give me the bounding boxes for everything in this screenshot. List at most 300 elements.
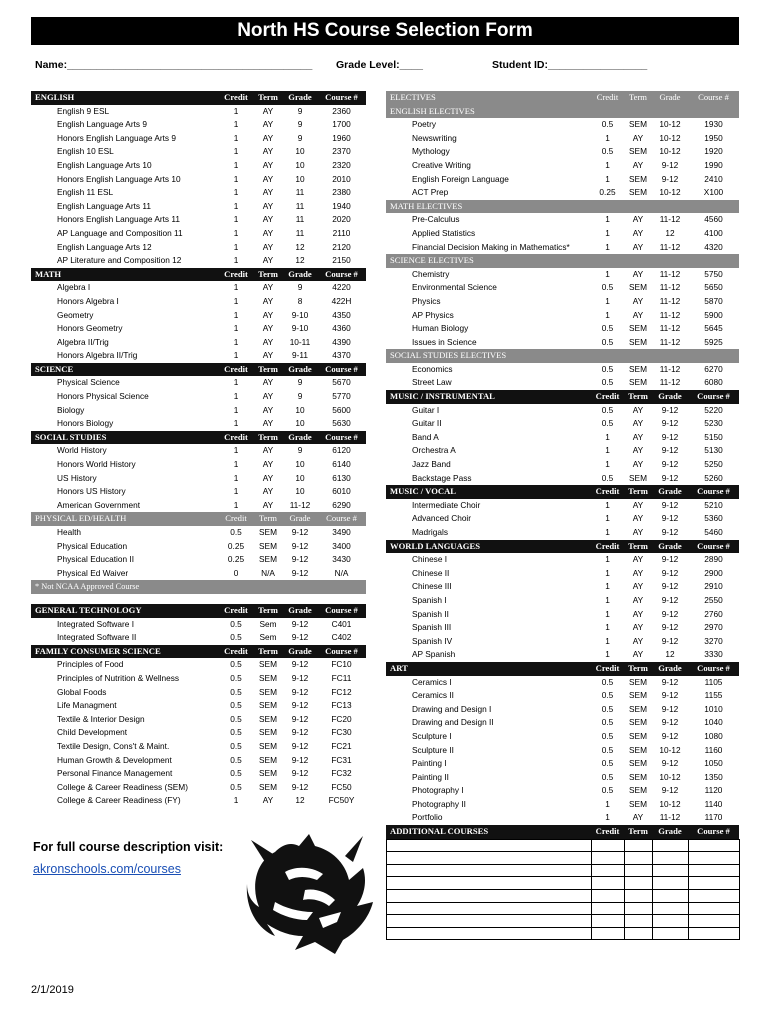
course-name: Band A	[412, 431, 439, 442]
course-row[interactable]	[31, 444, 366, 458]
course-row[interactable]	[386, 132, 739, 146]
additional-courses-grid[interactable]	[386, 839, 740, 941]
course-name: Physics	[412, 295, 441, 306]
grade-header: Grade	[283, 363, 317, 377]
course-row[interactable]	[31, 336, 366, 350]
course-row[interactable]	[31, 159, 366, 173]
left-course-column	[31, 91, 366, 808]
course-number: 5770	[332, 391, 351, 402]
course-row[interactable]	[386, 404, 739, 418]
course-grade: 11-12	[659, 363, 681, 374]
course-number: 2970	[704, 622, 723, 633]
course-row[interactable]	[386, 580, 739, 594]
course-number: FC10	[331, 659, 352, 670]
course-grade: 10-12	[659, 119, 681, 130]
course-row[interactable]	[386, 322, 739, 336]
course-number: 5670	[332, 377, 351, 388]
course-number-header: Course #	[317, 645, 366, 659]
course-credit: 1	[233, 227, 239, 238]
course-credit: 1	[605, 567, 610, 578]
course-row[interactable]	[386, 363, 739, 377]
course-credit: 1	[233, 377, 239, 388]
course-term: SEM	[259, 754, 277, 765]
course-number: 6130	[332, 472, 351, 483]
course-grade: 9-12	[661, 785, 679, 796]
course-row[interactable]	[31, 754, 366, 768]
course-term: AY	[262, 350, 274, 361]
blank-cell[interactable]	[387, 852, 592, 865]
blank-cell[interactable]	[592, 877, 625, 890]
course-term: SEM	[629, 363, 647, 374]
course-number: 5925	[704, 336, 723, 347]
course-row[interactable]	[31, 713, 366, 727]
course-row[interactable]	[386, 173, 739, 187]
course-row[interactable]	[386, 689, 739, 703]
course-row[interactable]	[31, 390, 366, 404]
course-row[interactable]	[31, 349, 366, 363]
course-term: SEM	[629, 187, 647, 198]
blank-cell[interactable]	[625, 839, 653, 852]
course-number: 5600	[332, 404, 351, 415]
course-row[interactable]	[386, 118, 739, 132]
course-name: Honors Biology	[57, 418, 114, 429]
course-number: 5630	[332, 418, 351, 429]
course-grade: 9-12	[291, 700, 309, 711]
blank-cell[interactable]	[592, 927, 625, 940]
course-term: SEM	[259, 672, 277, 683]
course-number-header: Course #	[688, 390, 739, 404]
course-grade: 12	[295, 795, 305, 806]
course-row[interactable]	[31, 499, 366, 513]
course-row[interactable]	[31, 186, 366, 200]
blank-cell[interactable]	[592, 902, 625, 915]
blank-course-row[interactable]	[387, 839, 740, 852]
grade-header: Grade	[283, 645, 317, 659]
course-row[interactable]	[386, 811, 739, 825]
course-number: 2550	[704, 594, 723, 605]
blank-cell[interactable]	[689, 927, 740, 940]
blank-cell[interactable]	[592, 915, 625, 928]
course-grade: 9-12	[291, 659, 309, 670]
blank-cell[interactable]	[387, 877, 592, 890]
course-name: AP Language and Composition 11	[57, 227, 183, 238]
course-row[interactable]	[386, 526, 739, 540]
course-number: 6290	[332, 499, 351, 510]
course-name: Textile Design, Cons't & Maint.	[57, 740, 170, 751]
course-row[interactable]	[386, 213, 739, 227]
course-term: AY	[262, 282, 274, 293]
course-row[interactable]	[386, 336, 739, 350]
course-row[interactable]	[31, 213, 366, 227]
course-row[interactable]	[386, 417, 739, 431]
course-name: Ceramics II	[412, 690, 454, 701]
course-grade: 10	[295, 459, 305, 470]
course-row[interactable]	[386, 730, 739, 744]
course-name: Pre-Calculus	[412, 214, 460, 225]
course-grade: 11-12	[659, 323, 681, 334]
course-credit: 1	[605, 649, 610, 660]
course-number: 1040	[704, 717, 723, 728]
course-term: AY	[632, 513, 644, 524]
course-row[interactable]	[386, 444, 739, 458]
course-row[interactable]	[31, 132, 366, 146]
course-number: 2320	[332, 159, 351, 170]
credit-header: Credit	[591, 91, 624, 105]
course-name: Life Managment	[57, 700, 117, 711]
course-term: AY	[632, 608, 644, 619]
section-header	[31, 512, 366, 526]
blank-cell[interactable]	[387, 927, 592, 940]
course-term: SEM	[629, 771, 647, 782]
course-credit: 0.5	[601, 282, 614, 293]
course-row[interactable]	[386, 703, 739, 717]
grade-level-field[interactable]: Grade Level:____	[336, 59, 423, 71]
course-credit: 0.5	[601, 717, 614, 728]
section-header	[386, 825, 739, 839]
course-row[interactable]	[386, 798, 739, 812]
course-row[interactable]	[386, 472, 739, 486]
blank-cell[interactable]	[387, 890, 592, 903]
course-number: 2890	[704, 554, 723, 565]
course-term: AY	[632, 459, 644, 470]
blank-cell[interactable]	[625, 877, 653, 890]
blank-course-row[interactable]	[387, 877, 740, 890]
course-term: SEM	[259, 768, 277, 779]
blank-cell[interactable]	[689, 877, 740, 890]
course-credit: 0.5	[230, 768, 242, 779]
course-credit: 1	[605, 622, 610, 633]
course-credit: 0.5	[230, 686, 242, 697]
course-grade: 9-12	[291, 554, 309, 565]
course-name: Guitar I	[412, 404, 440, 415]
grade-header: Grade	[652, 485, 688, 499]
blank-cell[interactable]	[689, 852, 740, 865]
course-row[interactable]	[31, 686, 366, 700]
course-number: 5230	[704, 418, 723, 429]
blank-course-row[interactable]	[387, 902, 740, 915]
course-row[interactable]	[31, 740, 366, 754]
blank-course-row[interactable]	[387, 890, 740, 903]
course-row[interactable]	[386, 635, 739, 649]
course-credit: 1	[233, 459, 239, 470]
course-row[interactable]	[31, 322, 366, 336]
course-grade: 9-12	[661, 527, 679, 537]
course-grade: 11	[295, 200, 305, 211]
blank-cell[interactable]	[653, 839, 689, 852]
course-number: 2150	[332, 255, 351, 266]
blank-cell[interactable]	[689, 915, 740, 928]
course-grade: 12	[295, 255, 305, 266]
course-row[interactable]	[386, 145, 739, 159]
course-row[interactable]	[386, 744, 739, 758]
course-term: SEM	[629, 173, 647, 184]
blank-cell[interactable]	[592, 852, 625, 865]
course-row[interactable]	[31, 309, 366, 323]
course-row[interactable]	[31, 781, 366, 795]
course-term: AY	[262, 146, 274, 157]
course-credit: 0.5	[601, 744, 614, 755]
course-credit: 0.5	[230, 527, 242, 537]
course-number: 6080	[704, 377, 723, 388]
course-credit: 1	[605, 798, 610, 809]
blank-cell[interactable]	[592, 890, 625, 903]
course-row[interactable]	[31, 241, 366, 255]
course-credit: 1	[233, 173, 239, 184]
course-row[interactable]	[31, 404, 366, 418]
course-name: Orchestra A	[412, 445, 456, 456]
course-name: English Language Arts 12	[57, 241, 152, 252]
course-name: Honors Geometry	[57, 323, 123, 334]
course-credit: 1	[605, 227, 610, 238]
course-row[interactable]	[31, 526, 366, 540]
course-number: 2900	[704, 567, 723, 578]
blank-cell[interactable]	[689, 864, 740, 877]
course-credit: 1	[605, 608, 610, 619]
course-number: FC11	[331, 672, 352, 683]
course-credit: 0.5	[601, 404, 614, 415]
section-header	[386, 105, 739, 119]
course-row[interactable]	[386, 757, 739, 771]
course-row[interactable]	[31, 631, 366, 645]
section-header	[31, 268, 366, 282]
course-row[interactable]	[386, 268, 739, 282]
subsection-title: SCIENCE ELECTIVES	[386, 254, 739, 268]
course-row[interactable]	[31, 173, 366, 187]
course-term: AY	[262, 377, 274, 388]
course-name: Human Growth & Development	[57, 754, 172, 765]
course-term: AY	[632, 132, 644, 143]
blank-cell[interactable]	[625, 852, 653, 865]
course-name: Painting II	[412, 771, 449, 782]
blank-cell[interactable]	[653, 864, 689, 877]
course-grade: 9-12	[291, 632, 309, 643]
course-name: Street Law	[412, 377, 452, 388]
course-row[interactable]	[31, 254, 366, 268]
course-term: SEM	[259, 527, 277, 537]
course-row[interactable]	[31, 567, 366, 581]
spacer-cell	[31, 594, 366, 604]
blank-course-row[interactable]	[387, 915, 740, 928]
credit-header: Credit	[591, 390, 624, 404]
course-row[interactable]	[386, 784, 739, 798]
course-credit: 0.5	[601, 758, 614, 769]
blank-course-row[interactable]	[387, 864, 740, 877]
course-name: Chemistry	[412, 268, 450, 279]
course-description-link[interactable]: akronschools.com/courses	[33, 862, 181, 876]
course-name: Ceramics I	[412, 676, 452, 687]
course-name: Backstage Pass	[412, 472, 472, 483]
course-grade: 9-12	[291, 540, 309, 551]
credit-header: Credit	[219, 645, 253, 659]
course-grade: 9-12	[661, 567, 679, 578]
blank-cell[interactable]	[387, 839, 592, 852]
course-row[interactable]	[386, 621, 739, 635]
course-name: Drawing and Design II	[412, 717, 494, 728]
course-row[interactable]	[386, 159, 739, 173]
course-number: 4100	[704, 227, 723, 238]
course-row[interactable]	[31, 281, 366, 295]
course-row[interactable]	[31, 618, 366, 632]
course-name: Newswriting	[412, 132, 457, 143]
grade-header: Grade	[652, 390, 688, 404]
course-grade: 9-12	[291, 713, 309, 724]
blank-cell[interactable]	[592, 864, 625, 877]
section-header	[386, 662, 739, 676]
course-row[interactable]	[386, 431, 739, 445]
section-title: ADDITIONAL COURSES	[386, 825, 591, 839]
credit-header: Credit	[219, 268, 253, 282]
course-credit: 1	[605, 295, 610, 306]
blank-cell[interactable]	[625, 915, 653, 928]
course-row[interactable]	[31, 145, 366, 159]
course-row[interactable]	[386, 648, 739, 662]
course-row[interactable]	[386, 608, 739, 622]
blank-cell[interactable]	[653, 927, 689, 940]
course-term: SEM	[259, 659, 277, 670]
blank-cell[interactable]	[689, 839, 740, 852]
course-term: AY	[632, 159, 644, 170]
course-row[interactable]	[31, 794, 366, 808]
course-row[interactable]	[386, 281, 739, 295]
blank-cell[interactable]	[387, 915, 592, 928]
course-number: 2020	[332, 214, 351, 225]
course-number-header: Course #	[688, 485, 739, 499]
course-number: 1930	[704, 119, 723, 130]
blank-cell[interactable]	[689, 890, 740, 903]
course-row[interactable]	[31, 553, 366, 567]
course-number: 2370	[332, 146, 351, 157]
course-row[interactable]	[386, 227, 739, 241]
course-credit: 0.5	[230, 672, 242, 683]
course-credit: 1	[233, 295, 239, 306]
course-row[interactable]	[386, 499, 739, 513]
course-row[interactable]	[31, 376, 366, 390]
course-row[interactable]	[386, 771, 739, 785]
course-credit: 1	[605, 594, 610, 605]
term-header: Term	[253, 268, 283, 282]
course-row[interactable]	[386, 553, 739, 567]
blank-cell[interactable]	[653, 902, 689, 915]
course-term: AY	[632, 527, 644, 537]
course-number: 5250	[704, 459, 723, 470]
blank-cell[interactable]	[653, 877, 689, 890]
course-number: 422H	[331, 295, 352, 306]
course-row[interactable]	[386, 186, 739, 200]
course-grade: 10	[295, 159, 305, 170]
blank-cell[interactable]	[625, 902, 653, 915]
course-credit: 0.5	[601, 472, 614, 483]
course-grade: 11-12	[289, 499, 311, 510]
course-row[interactable]	[31, 540, 366, 554]
subsection-title: SOCIAL STUDIES ELECTIVES	[386, 349, 739, 363]
course-row[interactable]	[386, 458, 739, 472]
blank-cell[interactable]	[387, 864, 592, 877]
course-row[interactable]	[31, 118, 366, 132]
course-credit: 1	[605, 499, 610, 510]
course-credit: 0.5	[601, 730, 614, 741]
course-credit: 0.25	[227, 540, 245, 551]
course-row[interactable]	[31, 672, 366, 686]
course-grade: 9	[297, 391, 303, 402]
course-credit: 1	[233, 132, 239, 143]
blank-cell[interactable]	[625, 864, 653, 877]
course-row[interactable]	[31, 767, 366, 781]
course-row[interactable]	[386, 676, 739, 690]
course-row[interactable]	[386, 295, 739, 309]
blank-cell[interactable]	[689, 902, 740, 915]
course-credit: 0.5	[230, 781, 242, 792]
course-name: Creative Writing	[412, 159, 471, 170]
course-grade: 9-12	[661, 594, 679, 605]
course-grade: 9-12	[661, 459, 679, 470]
course-row[interactable]	[386, 567, 739, 581]
course-row[interactable]	[386, 594, 739, 608]
course-grade: 10-12	[659, 798, 681, 809]
name-field[interactable]: Name:__________________________________________	[35, 59, 313, 71]
course-number: 1350	[704, 771, 723, 782]
course-term: AY	[262, 119, 274, 130]
course-row[interactable]	[31, 472, 366, 486]
blank-cell[interactable]	[653, 852, 689, 865]
blank-cell[interactable]	[387, 902, 592, 915]
course-grade: 9-12	[661, 418, 679, 429]
course-row[interactable]	[386, 309, 739, 323]
blank-course-row[interactable]	[387, 927, 740, 940]
blank-cell[interactable]	[625, 927, 653, 940]
course-grade: 9-12	[291, 781, 309, 792]
course-credit: 0.5	[601, 703, 614, 714]
course-row[interactable]	[31, 105, 366, 119]
student-id-field[interactable]: Student ID:_________________	[492, 59, 648, 71]
blank-cell[interactable]	[653, 890, 689, 903]
course-row[interactable]	[31, 485, 366, 499]
course-credit: 0.5	[230, 740, 242, 751]
course-row[interactable]	[31, 726, 366, 740]
course-row[interactable]	[386, 512, 739, 526]
course-credit: 1	[233, 336, 239, 347]
course-row[interactable]	[31, 658, 366, 672]
course-row[interactable]	[31, 417, 366, 431]
course-term: AY	[632, 581, 644, 592]
section-title: ENGLISH	[31, 91, 219, 105]
course-grade: 9-12	[291, 672, 309, 683]
course-credit: 0.5	[601, 785, 614, 796]
course-number: 5150	[704, 431, 723, 442]
blank-cell[interactable]	[625, 890, 653, 903]
course-name: English Language Arts 10	[57, 159, 152, 170]
course-credit: 1	[233, 350, 239, 361]
course-term: AY	[262, 255, 274, 266]
course-row[interactable]	[31, 699, 366, 713]
course-credit: 0	[233, 567, 239, 578]
course-row[interactable]	[31, 458, 366, 472]
course-grade: 10	[295, 173, 305, 184]
blank-cell[interactable]	[592, 839, 625, 852]
blank-cell[interactable]	[653, 915, 689, 928]
course-row[interactable]	[386, 241, 739, 255]
credit-header: Credit	[219, 363, 253, 377]
course-row[interactable]	[31, 200, 366, 214]
course-grade: 10-12	[659, 744, 681, 755]
course-name: English Foreign Language	[412, 173, 509, 184]
course-number: 5750	[704, 268, 723, 279]
course-row[interactable]	[31, 295, 366, 309]
blank-course-row[interactable]	[387, 852, 740, 865]
course-row[interactable]	[386, 716, 739, 730]
course-row[interactable]	[386, 376, 739, 390]
course-row[interactable]	[31, 227, 366, 241]
section-header	[31, 91, 366, 105]
